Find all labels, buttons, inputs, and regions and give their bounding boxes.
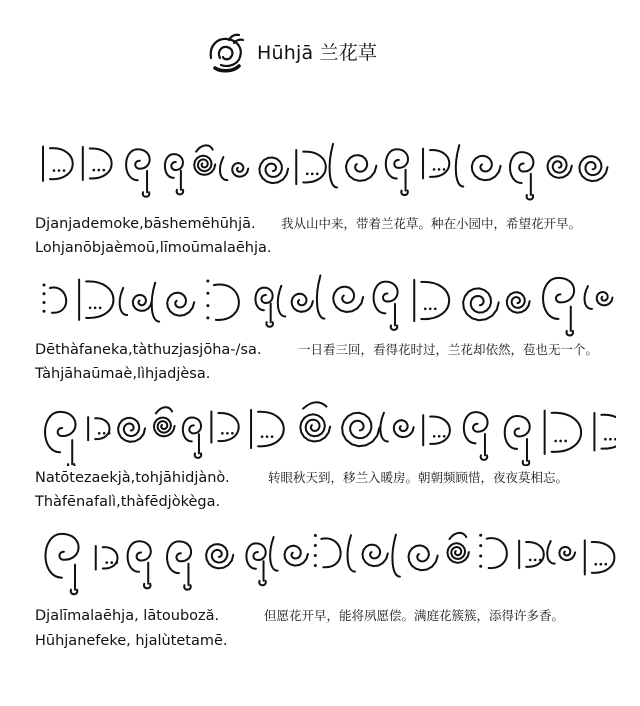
script-glyphs-4 bbox=[32, 514, 616, 596]
verse-2-latin-line-2: Tàhjāhaūmaè,lìhjadjèsa. bbox=[35, 366, 211, 382]
verse-4-latin-line-2: Hūhjanefeke, hjalùtetamē. bbox=[35, 633, 228, 649]
orchid-swirl-icon bbox=[203, 28, 249, 74]
verse-1-latin-line-1: Djanjademoke,bāshemēhūhjā. bbox=[35, 216, 256, 232]
page-title: Hūhjā 兰花草 bbox=[257, 41, 378, 64]
script-glyphs-3 bbox=[32, 394, 616, 466]
script-glyphs-2 bbox=[32, 258, 616, 342]
script-line-2 bbox=[32, 258, 616, 342]
verse-3-latin-line-2: Thàfēnafalì,thàfēdjòkèga. bbox=[35, 494, 221, 510]
script-glyphs-1 bbox=[32, 124, 616, 208]
verse-4-chinese: 但愿花开早，能将夙愿偿。满庭花簇簇，添得许多香。 bbox=[264, 608, 565, 623]
verse-4-latin-line-1: Djalīmalaēhja, lātouboză. bbox=[35, 608, 220, 624]
verse-2-latin-line-1: Dēthàfaneka,tàthuzjasjōha-/sa. bbox=[35, 342, 262, 358]
script-line-3 bbox=[32, 394, 616, 466]
script-line-1 bbox=[32, 124, 616, 208]
verse-1-latin-line-2: Lohjanōbjaèmoū,līmoūmalaēhja. bbox=[35, 240, 272, 256]
verse-2-chinese: 一日看三回，看得花时过，兰花却依然，苞也无一个。 bbox=[298, 342, 599, 357]
verse-3-chinese: 转眼秋天到，移兰入暖房。朝朝频顾惜，夜夜莫相忘。 bbox=[268, 470, 569, 485]
verse-3-latin-line-1: Natōtezaekjà,tohjāhidjànò. bbox=[35, 470, 230, 486]
page-header bbox=[203, 26, 377, 76]
script-line-4 bbox=[32, 514, 616, 596]
verse-1-chinese: 我从山中来，带着兰花草。种在小园中，希望花开早。 bbox=[281, 216, 582, 231]
